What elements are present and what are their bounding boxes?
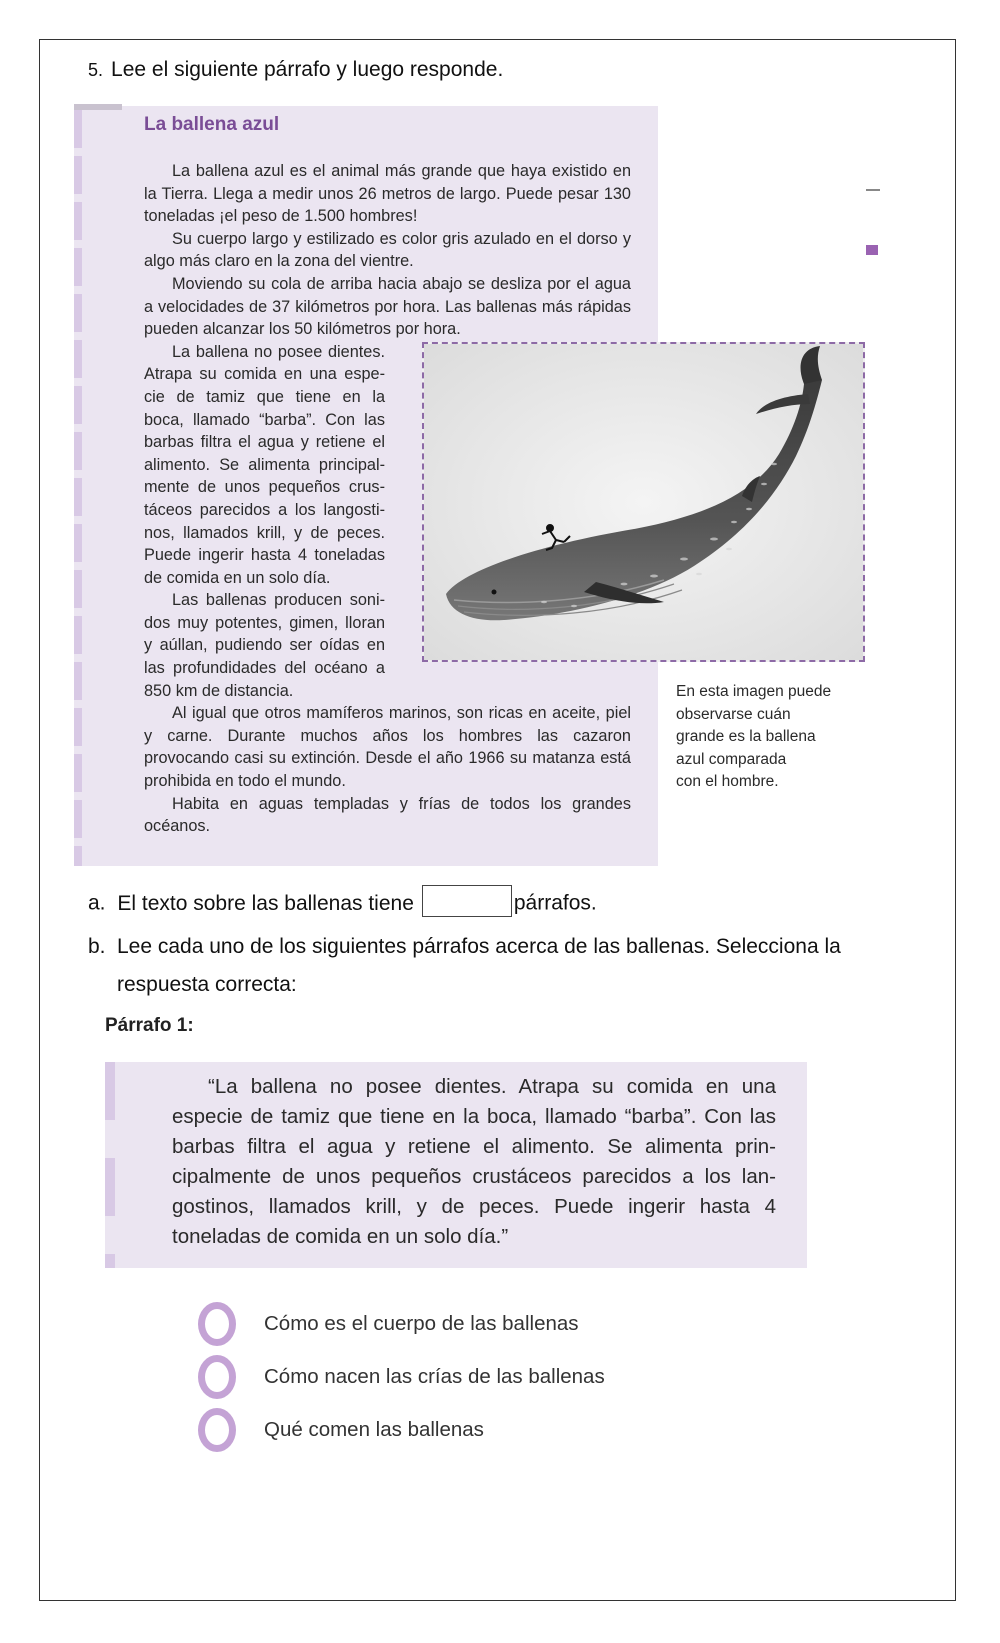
option-3-label: Qué comen las ballenas — [264, 1418, 484, 1441]
option-2[interactable] — [198, 1355, 798, 1407]
caption-line: azul comparada — [676, 750, 787, 768]
option-3[interactable] — [198, 1408, 798, 1460]
question-b — [88, 928, 928, 1004]
caption-line: grande es la ballena — [676, 728, 816, 746]
question-a-text: El texto sobre las ballenas tiene — [117, 891, 414, 915]
radio-option-1[interactable] — [198, 1302, 236, 1346]
article-paragraph: Las ballenas producen sonidos muy potentes, gimen, lloran y aúllan, pudiendo ser oídas en las profundidades del océano a 850 km de distancia. — [144, 591, 385, 700]
article-paragraph: Moviendo su cola de arriba hacia abajo se desliza por el agua a velocidades de 37 kilómetros por hora. Las ballenas más rápidas pueden alcanzar los 50 kilómetros por hora. — [144, 274, 631, 339]
panel-stripe — [74, 110, 82, 866]
question-number: 5. — [88, 60, 104, 80]
image-caption — [676, 681, 831, 794]
margin-square — [866, 245, 878, 255]
paragraph-count-input[interactable] — [422, 885, 512, 917]
question-a — [88, 888, 597, 920]
question-b-text: Lee cada uno de los siguientes párrafos acerca de las ballenas. Selecciona la respuesta correcta: — [117, 935, 841, 996]
paragraph-1-label: Párrafo 1: — [105, 1015, 194, 1036]
paragraph-1-quote — [172, 1072, 776, 1252]
question-instruction: Lee el siguiente párrafo y luego responde. — [111, 58, 504, 81]
whale-image — [422, 342, 865, 662]
question-a-label: a. — [88, 891, 106, 915]
question-title — [88, 58, 503, 82]
question-a-suffix: párrafos. — [513, 891, 597, 915]
question-b-label: b. — [88, 935, 106, 958]
quote-stripe — [105, 1062, 115, 1268]
caption-line: En esta imagen puede — [676, 683, 832, 700]
option-1[interactable] — [198, 1302, 798, 1354]
radio-option-2[interactable] — [198, 1355, 236, 1399]
caption-line: observarse cuán — [676, 705, 791, 723]
article-paragraph: La ballena azul es el animal más grande que haya existido en la Tierra. Llega a medir unos 26 metros de largo. Puede pesar 130 toneladas ¡el peso de 1.500 hombres! — [144, 162, 631, 226]
margin-dash — [866, 189, 880, 191]
option-1-label: Cómo es el cuerpo de las ballenas — [264, 1312, 579, 1335]
option-2-label: Cómo nacen las crías de las ballenas — [264, 1365, 605, 1388]
radio-option-3[interactable] — [198, 1408, 236, 1452]
quote-paragraph: “La ballena no posee dientes. Atrapa su comida en una especie de tamiz que tiene en la boca, llamado “barba”. Con las barbas filtra el agua y retiene el alimento. Se alimenta principalmente de unos pequeños crustáceos parecidos a los langostinos, llamados krill, y de peces. Puede ingerir hasta 4 toneladas de comida en un solo día.” — [172, 1075, 776, 1248]
article-paragraph: La ballena no posee dientes. Atrapa su comida en una especie de tamiz que tiene en la boca, llamado “barba”. Con las barbas filtra el agua y retiene el alimento. Se alimenta principalmente de unos pequeños crustáceos parecidos a los langostinos, llamados krill, y de peces. Puede ingerir hasta 4 toneladas de comida en un solo día. — [144, 342, 385, 587]
whale-illustration — [424, 344, 863, 660]
caption-line: con el hombre. — [676, 773, 779, 791]
article-title: La ballena azul — [144, 114, 280, 135]
article-paragraph: Su cuerpo largo y estilizado es color gris azulado en el dorso y algo más claro en la zona del vientre. — [144, 229, 631, 271]
article-paragraph: Habita en aguas templadas y frías de todos los grandes océanos. — [144, 794, 631, 836]
article-paragraph: Al igual que otros mamíferos marinos, son ricas en aceite, piel y carne. Durante muchos años los hombres las cazaron provocando casi su extinción. Desde el año 1966 su matanza está prohibida en todo el mundo. — [144, 704, 631, 791]
